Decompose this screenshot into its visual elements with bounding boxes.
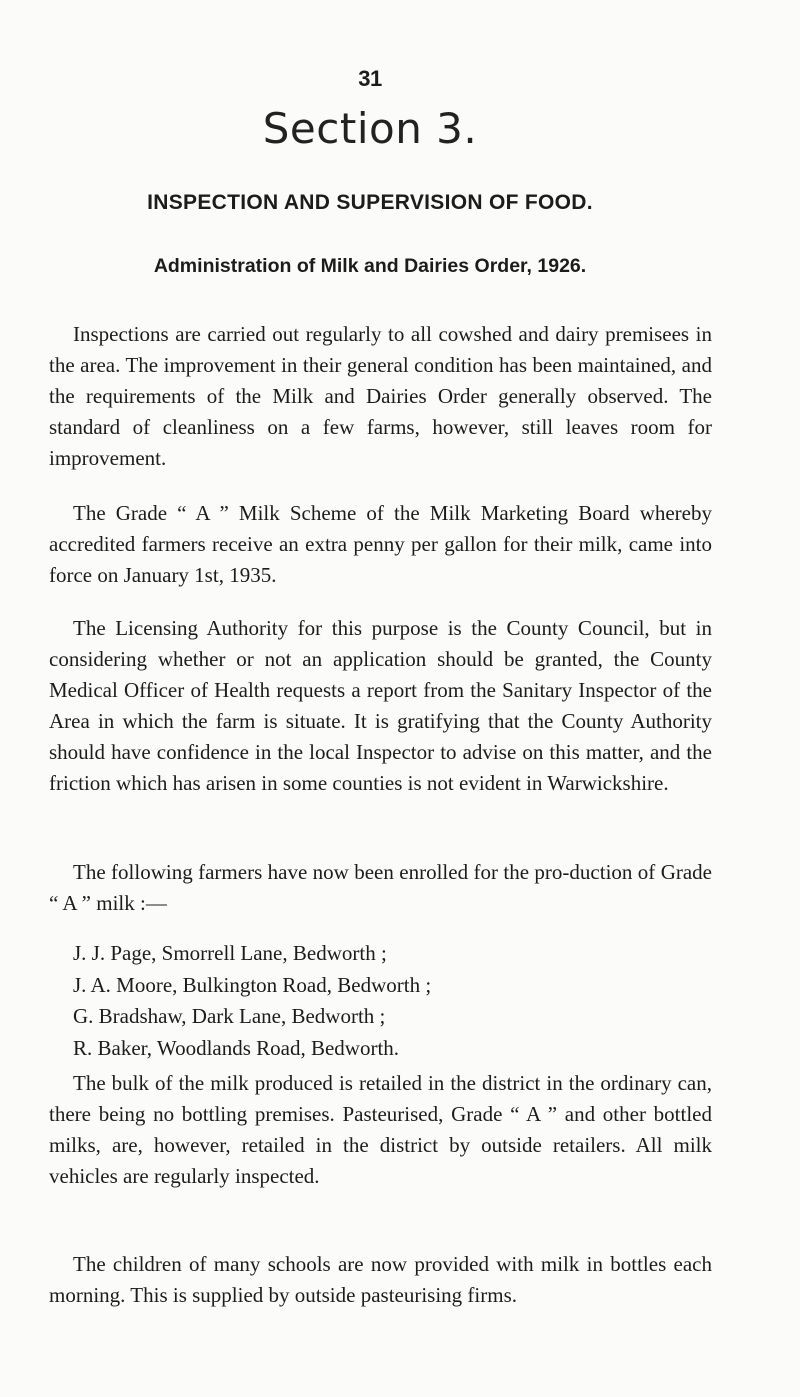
paragraph-licensing-authority: The Licensing Authority for this purpose is the County Council, but in considering whether or not an application should be granted, the County Medical Officer of Health requests a report from the Sanitary Inspector of the Area in which the farm is situate. It is gratifying that the County Authority should have confidence in the local Inspector to advise on this matter, and the friction which has arisen in some counties is not evident in Warwickshire.	[49, 616, 712, 795]
list-item: R. Baker, Woodlands Road, Bedworth.	[73, 1035, 400, 1060]
paragraph-farmers-intro: The following farmers have now been enrolled for the pro-duction of Grade “ A ” milk :—	[49, 860, 712, 915]
section-title: Section 3.	[262, 104, 478, 153]
list-item: G. Bradshaw, Dark Lane, Bedworth ;	[73, 1004, 386, 1028]
paragraph-milk-retail: The bulk of the milk produced is retailed in the district in the ordinary can, there being no bottling premises. Pasteurised, Grade “ A ” and other bottled milks, are, however, retailed in the district by outside retailers. All milk vehicles are regularly inspected.	[49, 1071, 712, 1188]
main-heading: INSPECTION AND SUPERVISION OF FOOD.	[147, 191, 593, 214]
page-number: 31	[358, 66, 382, 91]
paragraph-inspections: Inspections are carried out regularly to all cowshed and dairy premisees in the area. The improvement in their general condition has been maintained, and the requirements of the Milk and Dairies Order generally observed. The standard of cleanliness on a few farms, however, still leaves room for improvement.	[49, 322, 712, 470]
paragraph-grade-a-scheme: The Grade “ A ” Milk Scheme of the Milk Marketing Board whereby accredited farmers receive an extra penny per gallon for their milk, came into force on January 1st, 1935.	[49, 501, 712, 587]
farmers-list	[73, 938, 431, 1064]
paragraph-school-milk: The children of many schools are now provided with milk in bottles each morning. This is supplied by outside pasteurising firms.	[49, 1252, 712, 1307]
sub-heading: Administration of Milk and Dairies Order, 1926.	[153, 255, 587, 277]
list-item: J. J. Page, Smorrell Lane, Bedworth ;	[73, 941, 387, 965]
list-item: J. A. Moore, Bulkington Road, Bedworth ;	[73, 972, 432, 997]
